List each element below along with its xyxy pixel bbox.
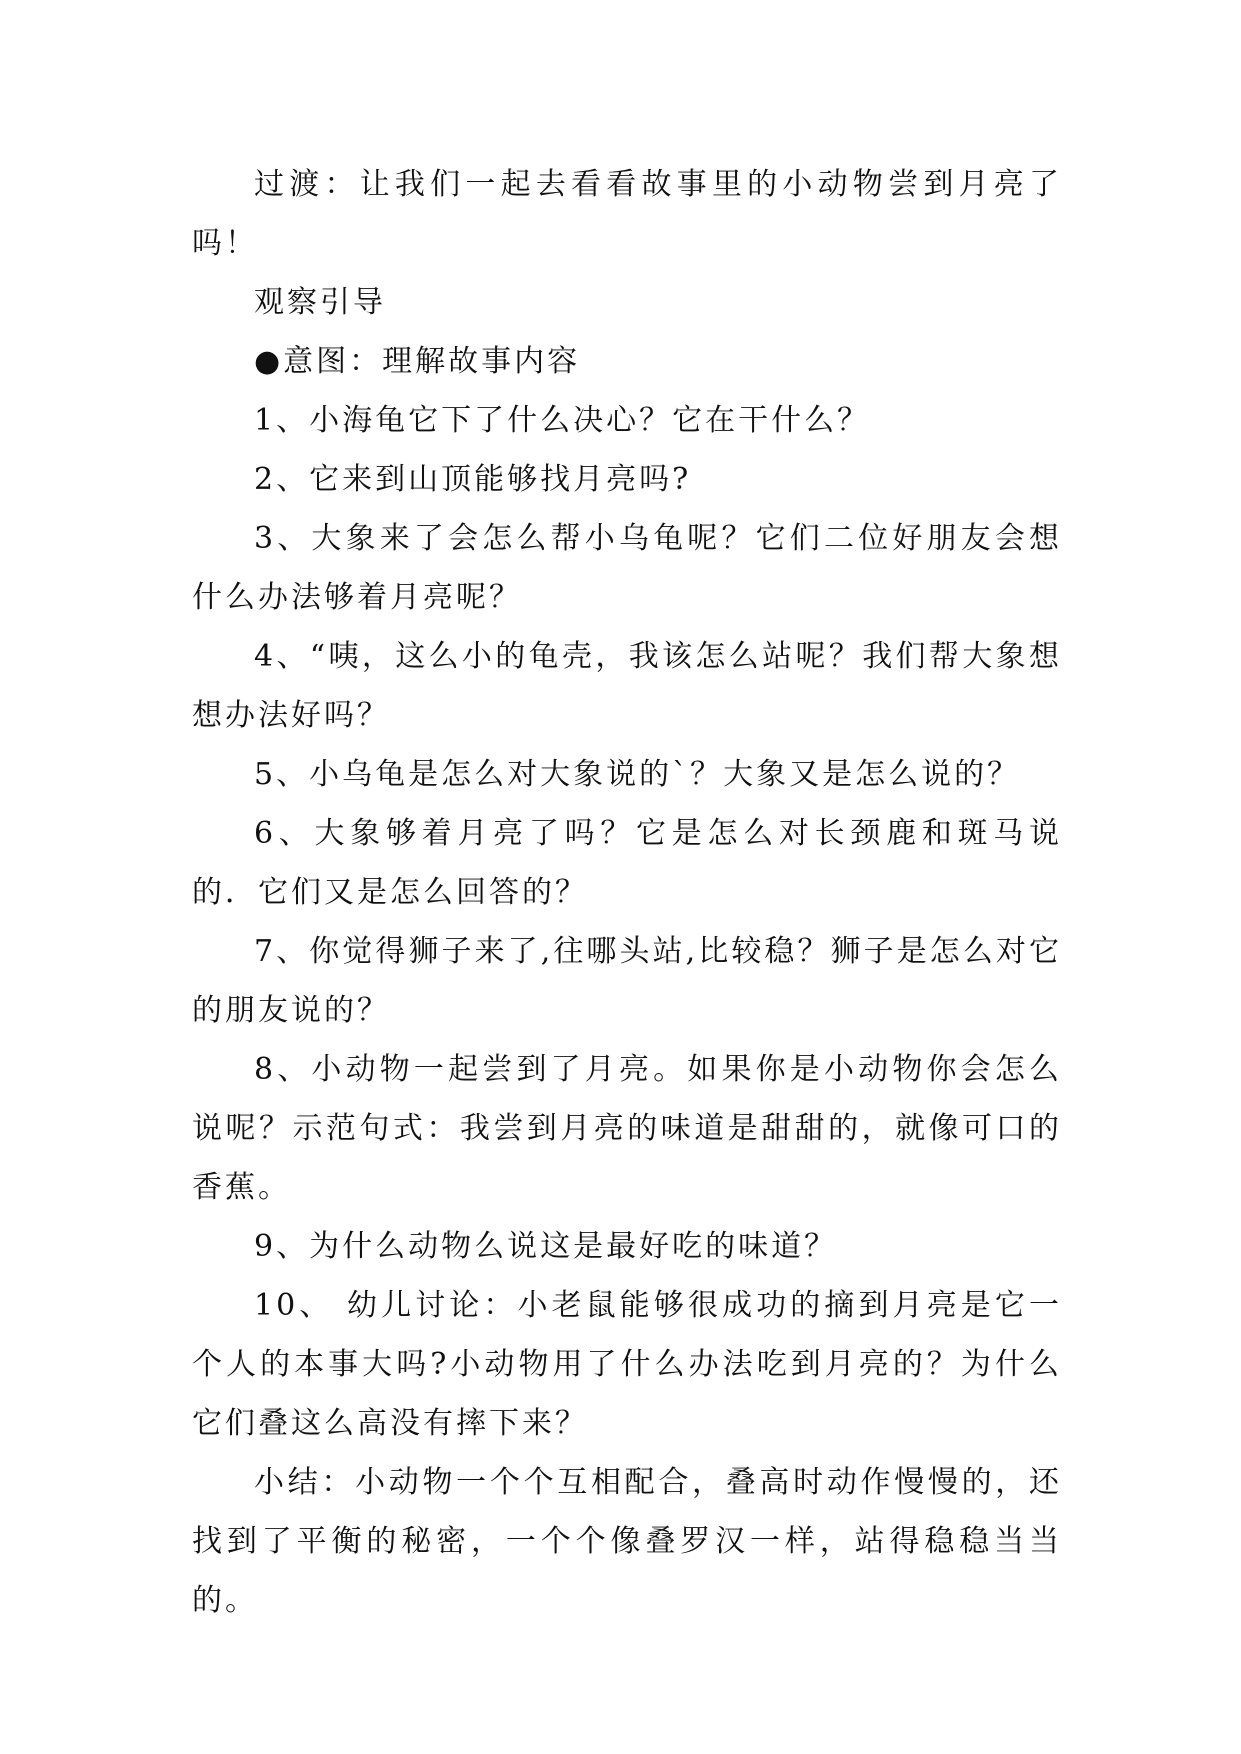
section-heading-observation: 观察引导 <box>254 285 386 320</box>
intent-line: ●意图：理解故事内容 <box>254 344 581 379</box>
question-9: 9、为什么动物么说这是最好吃的味道？ <box>254 1229 838 1264</box>
question-5: 5、小乌龟是怎么对大象说的`？大象又是怎么说的？ <box>254 757 1021 792</box>
question-4: 4、“咦，这么小的龟壳，我该怎么站呢？我们帮大象想想办法好吗？ <box>192 639 1062 733</box>
transition-paragraph: 过渡：让我们一起去看看故事里的小动物尝到月亮了吗！ <box>192 167 1062 261</box>
summary-paragraph: 小结：小动物一个个互相配合，叠高时动作慢慢的，还找到了平衡的秘密，一个个像叠罗汉一样，站得稳稳当当的。 <box>192 1465 1062 1618</box>
question-6: 6、大象够着月亮了吗？它是怎么对长颈鹿和斑马说的．它们又是怎么回答的？ <box>192 816 1062 910</box>
question-7: 7、你觉得狮子来了,往哪头站,比较稳？狮子是怎么对它的朋友说的？ <box>192 934 1062 1028</box>
question-3: 3、大象来了会怎么帮小乌龟呢？它们二位好朋友会想什么办法够着月亮呢？ <box>192 521 1062 615</box>
document-body <box>192 155 1062 1630</box>
question-10: 10、 幼儿讨论：小老鼠能够很成功的摘到月亮是它一个人的本事大吗?小动物用了什么办法吃到月亮的？为什么它们叠这么高没有摔下来？ <box>192 1288 1062 1441</box>
question-1: 1、小海龟它下了什么决心？它在干什么？ <box>254 403 871 438</box>
question-2: 2、它来到山顶能够找月亮吗? <box>254 462 692 497</box>
question-8: 8、小动物一起尝到了月亮。如果你是小动物你会怎么说呢？示范句式：我尝到月亮的味道是甜甜的，就像可口的香蕉。 <box>192 1052 1062 1205</box>
